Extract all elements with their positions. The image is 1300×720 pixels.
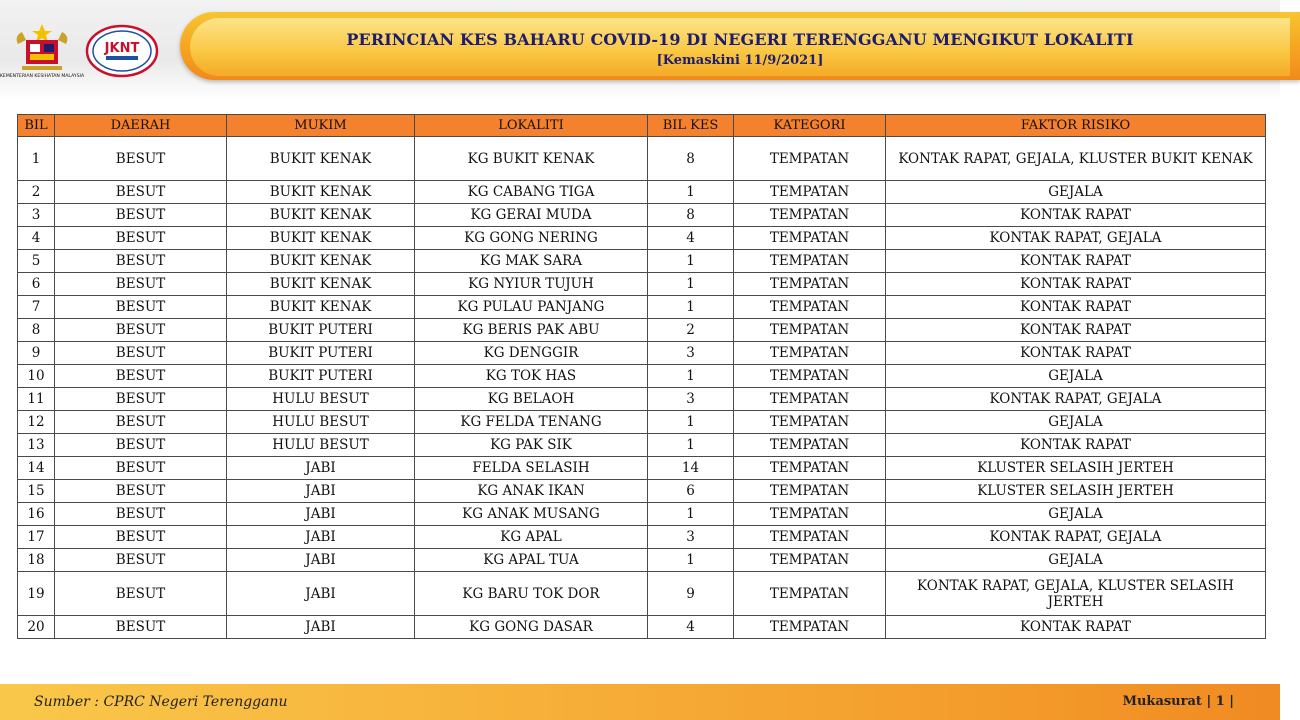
cell-faktor-risiko: KONTAK RAPAT, GEJALA <box>886 526 1266 549</box>
cell-kategori: TEMPATAN <box>734 388 886 411</box>
cell-daerah: BESUT <box>55 572 227 616</box>
cell-mukim: JABI <box>227 503 415 526</box>
cell-lokaliti: KG GONG DASAR <box>415 616 648 639</box>
table-row <box>18 549 1266 572</box>
cell-daerah: BESUT <box>55 181 227 204</box>
cell-mukim: JABI <box>227 526 415 549</box>
cell-mukim: JABI <box>227 572 415 616</box>
cell-lokaliti: KG CABANG TIGA <box>415 181 648 204</box>
cell-daerah: BESUT <box>55 137 227 181</box>
cell-kategori: TEMPATAN <box>734 273 886 296</box>
cell-bil: 10 <box>18 365 55 388</box>
cell-bil: 2 <box>18 181 55 204</box>
cell-mukim: JABI <box>227 457 415 480</box>
table-row <box>18 227 1266 250</box>
cell-bil: 4 <box>18 227 55 250</box>
footer-page-number: Mukasurat | 1 | <box>1122 694 1234 709</box>
cell-lokaliti: KG DENGGIR <box>415 342 648 365</box>
table-row <box>18 250 1266 273</box>
cell-faktor-risiko: GEJALA <box>886 411 1266 434</box>
cell-faktor-risiko: KLUSTER SELASIH JERTEH <box>886 480 1266 503</box>
cell-bil-kes: 1 <box>648 181 734 204</box>
cell-lokaliti: KG GERAI MUDA <box>415 204 648 227</box>
cell-bil-kes: 1 <box>648 296 734 319</box>
cell-mukim: HULU BESUT <box>227 388 415 411</box>
table-header-row <box>18 115 1266 137</box>
cell-lokaliti: KG APAL <box>415 526 648 549</box>
cell-daerah: BESUT <box>55 503 227 526</box>
cell-kategori: TEMPATAN <box>734 549 886 572</box>
cell-bil: 16 <box>18 503 55 526</box>
cell-faktor-risiko: GEJALA <box>886 549 1266 572</box>
cell-faktor-risiko: KONTAK RAPAT, GEJALA <box>886 227 1266 250</box>
table-row <box>18 434 1266 457</box>
cell-lokaliti: KG BARU TOK DOR <box>415 572 648 616</box>
cell-kategori: TEMPATAN <box>734 572 886 616</box>
cell-faktor-risiko: KONTAK RAPAT <box>886 204 1266 227</box>
cell-faktor-risiko: KONTAK RAPAT <box>886 616 1266 639</box>
cell-bil: 15 <box>18 480 55 503</box>
cell-mukim: BUKIT PUTERI <box>227 319 415 342</box>
cell-kategori: TEMPATAN <box>734 181 886 204</box>
cell-daerah: BESUT <box>55 296 227 319</box>
cell-mukim: JABI <box>227 616 415 639</box>
column-header-faktor-risiko: FAKTOR RISIKO <box>886 115 1266 137</box>
cell-daerah: BESUT <box>55 549 227 572</box>
cell-faktor-risiko: KONTAK RAPAT, GEJALA, KLUSTER BUKIT KENAK <box>886 137 1266 181</box>
cell-bil: 17 <box>18 526 55 549</box>
table-row <box>18 526 1266 549</box>
cell-faktor-risiko: KONTAK RAPAT, GEJALA <box>886 388 1266 411</box>
cell-bil: 7 <box>18 296 55 319</box>
table-row <box>18 137 1266 181</box>
cell-bil-kes: 1 <box>648 549 734 572</box>
cell-kategori: TEMPATAN <box>734 434 886 457</box>
cell-bil-kes: 4 <box>648 227 734 250</box>
cell-mukim: HULU BESUT <box>227 411 415 434</box>
cell-lokaliti: KG PAK SIK <box>415 434 648 457</box>
cell-kategori: TEMPATAN <box>734 319 886 342</box>
cases-table <box>17 114 1266 639</box>
cell-daerah: BESUT <box>55 227 227 250</box>
cell-faktor-risiko: KONTAK RAPAT <box>886 319 1266 342</box>
footer-bar <box>0 684 1280 720</box>
cell-bil-kes: 1 <box>648 273 734 296</box>
cell-kategori: TEMPATAN <box>734 204 886 227</box>
cell-kategori: TEMPATAN <box>734 296 886 319</box>
column-header-mukim: MUKIM <box>227 115 415 137</box>
cell-bil: 11 <box>18 388 55 411</box>
cell-daerah: BESUT <box>55 365 227 388</box>
cell-lokaliti: KG PULAU PANJANG <box>415 296 648 319</box>
cell-bil-kes: 1 <box>648 250 734 273</box>
column-header-bil-kes: BIL KES <box>648 115 734 137</box>
cell-lokaliti: KG ANAK MUSANG <box>415 503 648 526</box>
cell-faktor-risiko: GEJALA <box>886 503 1266 526</box>
cell-bil-kes: 3 <box>648 388 734 411</box>
cell-bil: 1 <box>18 137 55 181</box>
column-header-kategori: KATEGORI <box>734 115 886 137</box>
cell-daerah: BESUT <box>55 388 227 411</box>
cell-mukim: BUKIT KENAK <box>227 181 415 204</box>
table-row <box>18 457 1266 480</box>
cell-bil-kes: 3 <box>648 526 734 549</box>
cell-kategori: TEMPATAN <box>734 227 886 250</box>
cell-daerah: BESUT <box>55 457 227 480</box>
cell-bil: 18 <box>18 549 55 572</box>
cell-kategori: TEMPATAN <box>734 137 886 181</box>
cell-daerah: BESUT <box>55 526 227 549</box>
cell-mukim: JABI <box>227 549 415 572</box>
table-row <box>18 480 1266 503</box>
cell-lokaliti: KG GONG NERING <box>415 227 648 250</box>
cell-mukim: BUKIT KENAK <box>227 227 415 250</box>
cell-kategori: TEMPATAN <box>734 342 886 365</box>
moh-crest-logo <box>0 22 85 82</box>
cell-daerah: BESUT <box>55 250 227 273</box>
cell-bil: 6 <box>18 273 55 296</box>
column-header-bil: BIL <box>18 115 55 137</box>
cell-bil-kes: 1 <box>648 365 734 388</box>
cell-bil-kes: 9 <box>648 572 734 616</box>
cell-bil: 12 <box>18 411 55 434</box>
table-row <box>18 616 1266 639</box>
cell-daerah: BESUT <box>55 204 227 227</box>
cell-lokaliti: KG FELDA TENANG <box>415 411 648 434</box>
cell-bil-kes: 6 <box>648 480 734 503</box>
table-row <box>18 181 1266 204</box>
cell-kategori: TEMPATAN <box>734 365 886 388</box>
table-row <box>18 365 1266 388</box>
cell-lokaliti: KG BUKIT KENAK <box>415 137 648 181</box>
cell-bil-kes: 1 <box>648 434 734 457</box>
cell-faktor-risiko: KLUSTER SELASIH JERTEH <box>886 457 1266 480</box>
cell-mukim: BUKIT KENAK <box>227 250 415 273</box>
cell-daerah: BESUT <box>55 434 227 457</box>
cell-bil: 9 <box>18 342 55 365</box>
cell-lokaliti: KG BERIS PAK ABU <box>415 319 648 342</box>
cell-faktor-risiko: KONTAK RAPAT <box>886 434 1266 457</box>
cell-bil: 8 <box>18 319 55 342</box>
cell-daerah: BESUT <box>55 411 227 434</box>
footer-source: Sumber : CPRC Negeri Terengganu <box>34 694 288 710</box>
cell-bil-kes: 1 <box>648 411 734 434</box>
cell-mukim: JABI <box>227 480 415 503</box>
cell-faktor-risiko: KONTAK RAPAT <box>886 342 1266 365</box>
cell-bil: 14 <box>18 457 55 480</box>
cell-faktor-risiko: GEJALA <box>886 181 1266 204</box>
cell-kategori: TEMPATAN <box>734 480 886 503</box>
cell-mukim: BUKIT KENAK <box>227 137 415 181</box>
cell-bil: 20 <box>18 616 55 639</box>
table-row <box>18 273 1266 296</box>
cell-bil-kes: 8 <box>648 137 734 181</box>
table-row <box>18 388 1266 411</box>
cell-bil: 3 <box>18 204 55 227</box>
cell-bil-kes: 8 <box>648 204 734 227</box>
cell-daerah: BESUT <box>55 480 227 503</box>
cell-bil-kes: 1 <box>648 503 734 526</box>
cell-bil: 5 <box>18 250 55 273</box>
cell-bil: 19 <box>18 572 55 616</box>
cases-table-container <box>17 114 1265 639</box>
table-row <box>18 572 1266 616</box>
cell-kategori: TEMPATAN <box>734 526 886 549</box>
cell-faktor-risiko: KONTAK RAPAT, GEJALA, KLUSTER SELASIH JERTEH <box>886 572 1266 616</box>
cell-faktor-risiko: KONTAK RAPAT <box>886 273 1266 296</box>
cell-kategori: TEMPATAN <box>734 250 886 273</box>
cell-lokaliti: KG ANAK IKAN <box>415 480 648 503</box>
jknt-logo <box>84 24 160 78</box>
table-row <box>18 319 1266 342</box>
cell-daerah: BESUT <box>55 342 227 365</box>
cell-bil-kes: 14 <box>648 457 734 480</box>
cell-kategori: TEMPATAN <box>734 616 886 639</box>
table-row <box>18 204 1266 227</box>
cell-kategori: TEMPATAN <box>734 503 886 526</box>
column-header-daerah: DAERAH <box>55 115 227 137</box>
moh-logo-text: KEMENTERIAN KESIHATAN MALAYSIA <box>0 74 85 79</box>
page-title: PERINCIAN KES BAHARU COVID-19 DI NEGERI TERENGGANU MENGIKUT LOKALITI <box>346 30 1134 49</box>
cell-daerah: BESUT <box>55 616 227 639</box>
cell-mukim: BUKIT KENAK <box>227 273 415 296</box>
cell-daerah: BESUT <box>55 319 227 342</box>
cell-kategori: TEMPATAN <box>734 411 886 434</box>
cell-bil-kes: 4 <box>648 616 734 639</box>
table-row <box>18 411 1266 434</box>
table-row <box>18 342 1266 365</box>
page-subtitle: [Kemaskini 11/9/2021] <box>656 53 824 68</box>
jknt-logo-text: JKNT <box>104 41 140 56</box>
cell-mukim: BUKIT PUTERI <box>227 365 415 388</box>
cell-faktor-risiko: KONTAK RAPAT <box>886 250 1266 273</box>
table-body <box>18 137 1266 639</box>
table-row <box>18 296 1266 319</box>
cell-faktor-risiko: KONTAK RAPAT <box>886 296 1266 319</box>
cell-mukim: BUKIT PUTERI <box>227 342 415 365</box>
cell-mukim: BUKIT KENAK <box>227 204 415 227</box>
column-header-lokaliti: LOKALITI <box>415 115 648 137</box>
cell-lokaliti: KG TOK HAS <box>415 365 648 388</box>
cell-lokaliti: KG NYIUR TUJUH <box>415 273 648 296</box>
cell-kategori: TEMPATAN <box>734 457 886 480</box>
table-row <box>18 503 1266 526</box>
cell-lokaliti: FELDA SELASIH <box>415 457 648 480</box>
cell-bil-kes: 3 <box>648 342 734 365</box>
cell-faktor-risiko: GEJALA <box>886 365 1266 388</box>
cell-lokaliti: KG MAK SARA <box>415 250 648 273</box>
cell-mukim: HULU BESUT <box>227 434 415 457</box>
cell-lokaliti: KG APAL TUA <box>415 549 648 572</box>
cell-lokaliti: KG BELAOH <box>415 388 648 411</box>
cell-daerah: BESUT <box>55 273 227 296</box>
cell-mukim: BUKIT KENAK <box>227 296 415 319</box>
cell-bil-kes: 2 <box>648 319 734 342</box>
cell-bil: 13 <box>18 434 55 457</box>
